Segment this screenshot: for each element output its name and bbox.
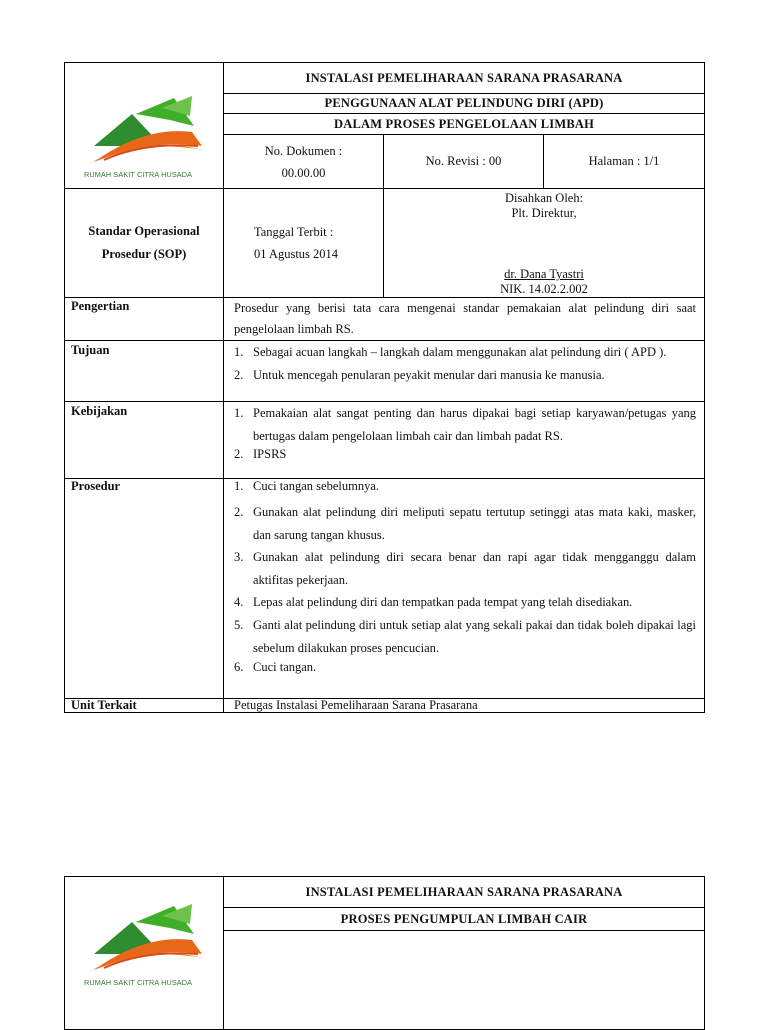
- department-title: INSTALASI PEMELIHARAAN SARANA PRASARANA: [224, 63, 705, 94]
- list-item: 1. Pemakaian alat sangat penting dan harus dipakai bagi setiap karyawan/petugas yang bertugas dalam pengelolaan limbah cair dan limbah padat RS.: [234, 406, 697, 443]
- list-item: 1. Cuci tangan sebelumnya.: [234, 479, 380, 493]
- prosedur-label: Prosedur: [65, 479, 224, 699]
- pengertian-label: Pengertian: [65, 298, 224, 341]
- sop-table: [64, 62, 705, 713]
- doc-number-label: No. Dokumen :: [264, 143, 343, 158]
- doc-number-cell: [224, 135, 384, 189]
- issue-date-label: Tanggal Terbit :: [254, 225, 334, 239]
- list-item: 1. Sebagai acuan langkah – langkah dalam menggunakan alat pelindung diri ( APD ).: [234, 345, 667, 359]
- tujuan-list: [234, 341, 696, 386]
- list-item: 4. Lepas alat pelindung diri dan tempatkan pada tempat yang telah disediakan.: [234, 595, 633, 610]
- sop-document-2: [64, 876, 704, 1030]
- hospital-logo-cell: [65, 63, 224, 189]
- kebijakan-list: [234, 402, 696, 461]
- tujuan-content: [224, 341, 705, 402]
- approver-title: Plt. Direktur,: [511, 206, 577, 220]
- approver-name: dr. Dana Tyastri: [504, 267, 584, 281]
- unit-terkait-text: Petugas Instalasi Pemeliharaan Sarana Prasarana: [224, 699, 705, 713]
- list-item: 2. Gunakan alat pelindung diri meliputi sepatu tertutup setinggi atas mata kaki, masker, dan sarung tangan khusus.: [234, 505, 697, 542]
- page-number: Halaman : 1/1: [544, 135, 705, 189]
- revision-number: No. Revisi : 00: [384, 135, 544, 189]
- hospital-logo: [74, 86, 214, 179]
- prosedur-content: [224, 479, 705, 699]
- list-item: 2. Untuk mencegah penularan peyakit menular dari manusia ke manusia.: [234, 367, 605, 382]
- approved-by-label: Disahkan Oleh:: [504, 191, 584, 205]
- logo-mark-icon: [74, 894, 214, 974]
- sop-type-cell: [65, 189, 224, 298]
- list-item: 3. Gunakan alat pelindung diri secara benar dan rapi agar tidak mengganggu dalam aktifitas pekerjaan.: [234, 550, 697, 587]
- sop-title-line2: DALAM PROSES PENGELOLAAN LIMBAH: [224, 114, 705, 135]
- list-item: 6. Cuci tangan.: [234, 660, 317, 675]
- prosedur-list: [234, 479, 696, 675]
- tujuan-label: Tujuan: [65, 341, 224, 402]
- approval-cell: [384, 189, 705, 298]
- logo-mark-icon: [74, 86, 214, 166]
- hospital-logo-cell-2: [65, 877, 224, 1030]
- department-title-2: INSTALASI PEMELIHARAAN SARANA PRASARANA: [224, 877, 705, 908]
- approver-nik: NIK. 14.02.2.002: [500, 282, 588, 296]
- kebijakan-label: Kebijakan: [65, 402, 224, 479]
- sop-document: [64, 62, 704, 713]
- kebijakan-content: [224, 402, 705, 479]
- doc-number-value: 00.00.00: [281, 165, 326, 180]
- sop-table-2: [64, 876, 705, 1030]
- pengertian-text: Prosedur yang berisi tata cara mengenai standar pemakaian alat pelindung diri saat pengelolaan limbah RS.: [224, 298, 705, 341]
- hospital-logo-2: [74, 894, 214, 987]
- sop-type-line1: Standar Operasional: [88, 224, 200, 238]
- sop-type-line2: Prosedur (SOP): [101, 247, 187, 261]
- unit-terkait-label: Unit Terkait: [65, 699, 224, 713]
- list-item: 2. IPSRS: [234, 447, 287, 462]
- list-item: 5. Ganti alat pelindung diri untuk setiap alat yang sekali pakai dan tidak boleh dipakai lagi sebelum dilakukan proses pencucian.: [234, 617, 697, 655]
- sop2-title-line1: PROSES PENGUMPULAN LIMBAH CAIR: [224, 908, 705, 931]
- issue-date-value: 01 Agustus 2014: [254, 247, 339, 261]
- sop-title-line1: PENGGUNAAN ALAT PELINDUNG DIRI (APD): [224, 94, 705, 114]
- hospital-name-label: RUMAH SAKIT CITRA HUSADA: [84, 169, 193, 179]
- sop2-header-blank: [224, 931, 705, 1030]
- issue-date-cell: [224, 189, 384, 298]
- hospital-name-label: RUMAH SAKIT CITRA HUSADA: [84, 978, 193, 987]
